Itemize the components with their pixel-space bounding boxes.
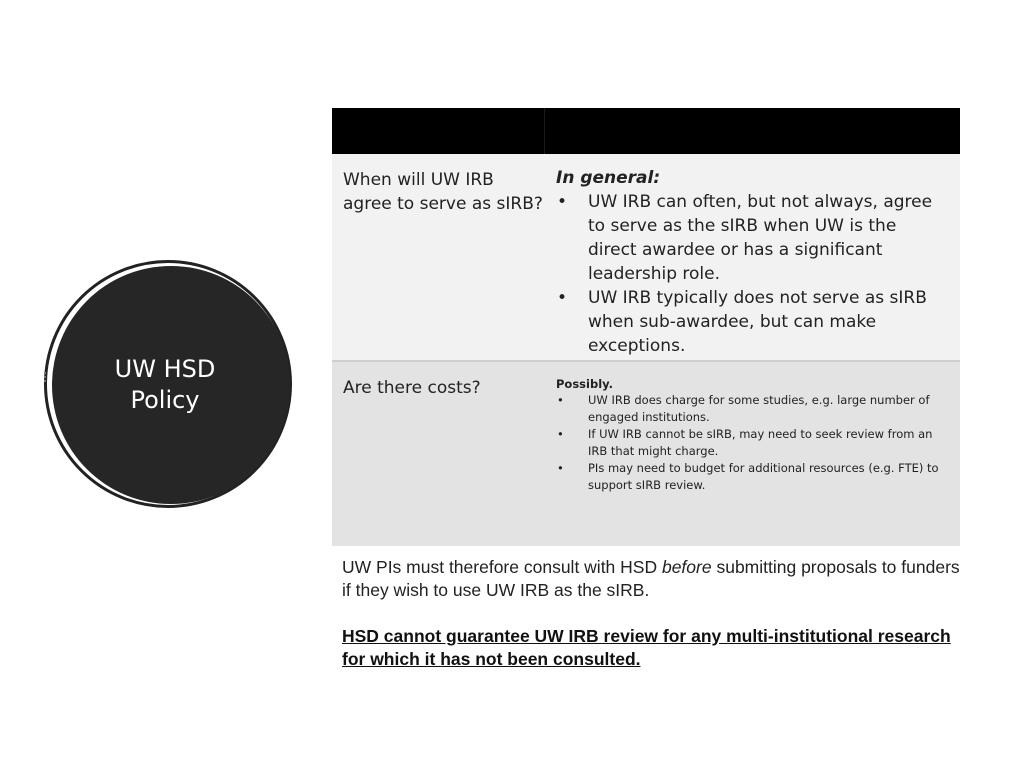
table-header-cell-right bbox=[545, 108, 960, 154]
list-item-text: PIs may need to budget for additional resources (e.g. FTE) to support sIRB review. bbox=[588, 461, 939, 492]
consult-note bbox=[342, 556, 962, 602]
bullet-icon: • bbox=[557, 288, 568, 308]
bullet-icon: • bbox=[557, 427, 564, 441]
policy-badge bbox=[52, 266, 290, 504]
bullet-icon: • bbox=[557, 461, 564, 475]
warning-note: HSD cannot guarantee UW IRB review for any multi-institutional research for which it has not been consulted. bbox=[342, 626, 951, 669]
list-item-text: If UW IRB cannot be sIRB, may need to seek review from an IRB that might charge. bbox=[588, 427, 933, 458]
note-text: UW PIs must therefore consult with HSD bbox=[342, 557, 662, 577]
list-item bbox=[556, 426, 948, 460]
answer-list bbox=[556, 392, 948, 494]
answer-list bbox=[556, 190, 948, 358]
list-item bbox=[556, 392, 948, 426]
table-row bbox=[332, 154, 960, 362]
table-row bbox=[332, 362, 960, 546]
answer-heading: Possibly. bbox=[556, 377, 613, 391]
list-item bbox=[556, 190, 948, 286]
bullet-icon: • bbox=[557, 192, 568, 212]
question-cell: When will UW IRB agree to serve as sIRB? bbox=[343, 170, 543, 214]
badge-edge-mark bbox=[44, 372, 52, 382]
list-item-text: UW IRB typically does not serve as sIRB when sub-awardee, but can make exceptions. bbox=[588, 288, 927, 356]
list-item-text: UW IRB does charge for some studies, e.g. large number of engaged institutions. bbox=[588, 393, 930, 424]
badge-title: UW HSD Policy bbox=[114, 355, 216, 414]
list-item bbox=[556, 460, 948, 494]
list-item-text: UW IRB can often, but not always, agree to serve as the sIRB when UW is the direct awardee or has a significant leadership role. bbox=[588, 192, 933, 284]
question-cell: Are there costs? bbox=[343, 378, 481, 398]
table-header-cell-left bbox=[332, 108, 545, 154]
answer-cell bbox=[556, 154, 960, 360]
table-header bbox=[332, 108, 960, 154]
list-item bbox=[556, 286, 948, 358]
policy-table bbox=[332, 108, 960, 546]
answer-heading: In general: bbox=[556, 168, 661, 188]
note-emphasis: before bbox=[661, 557, 712, 577]
answer-cell bbox=[556, 362, 960, 546]
bullet-icon: • bbox=[557, 393, 564, 407]
note-text: submitting proposals to funders if they wish to use UW IRB as the sIRB. bbox=[342, 557, 960, 600]
